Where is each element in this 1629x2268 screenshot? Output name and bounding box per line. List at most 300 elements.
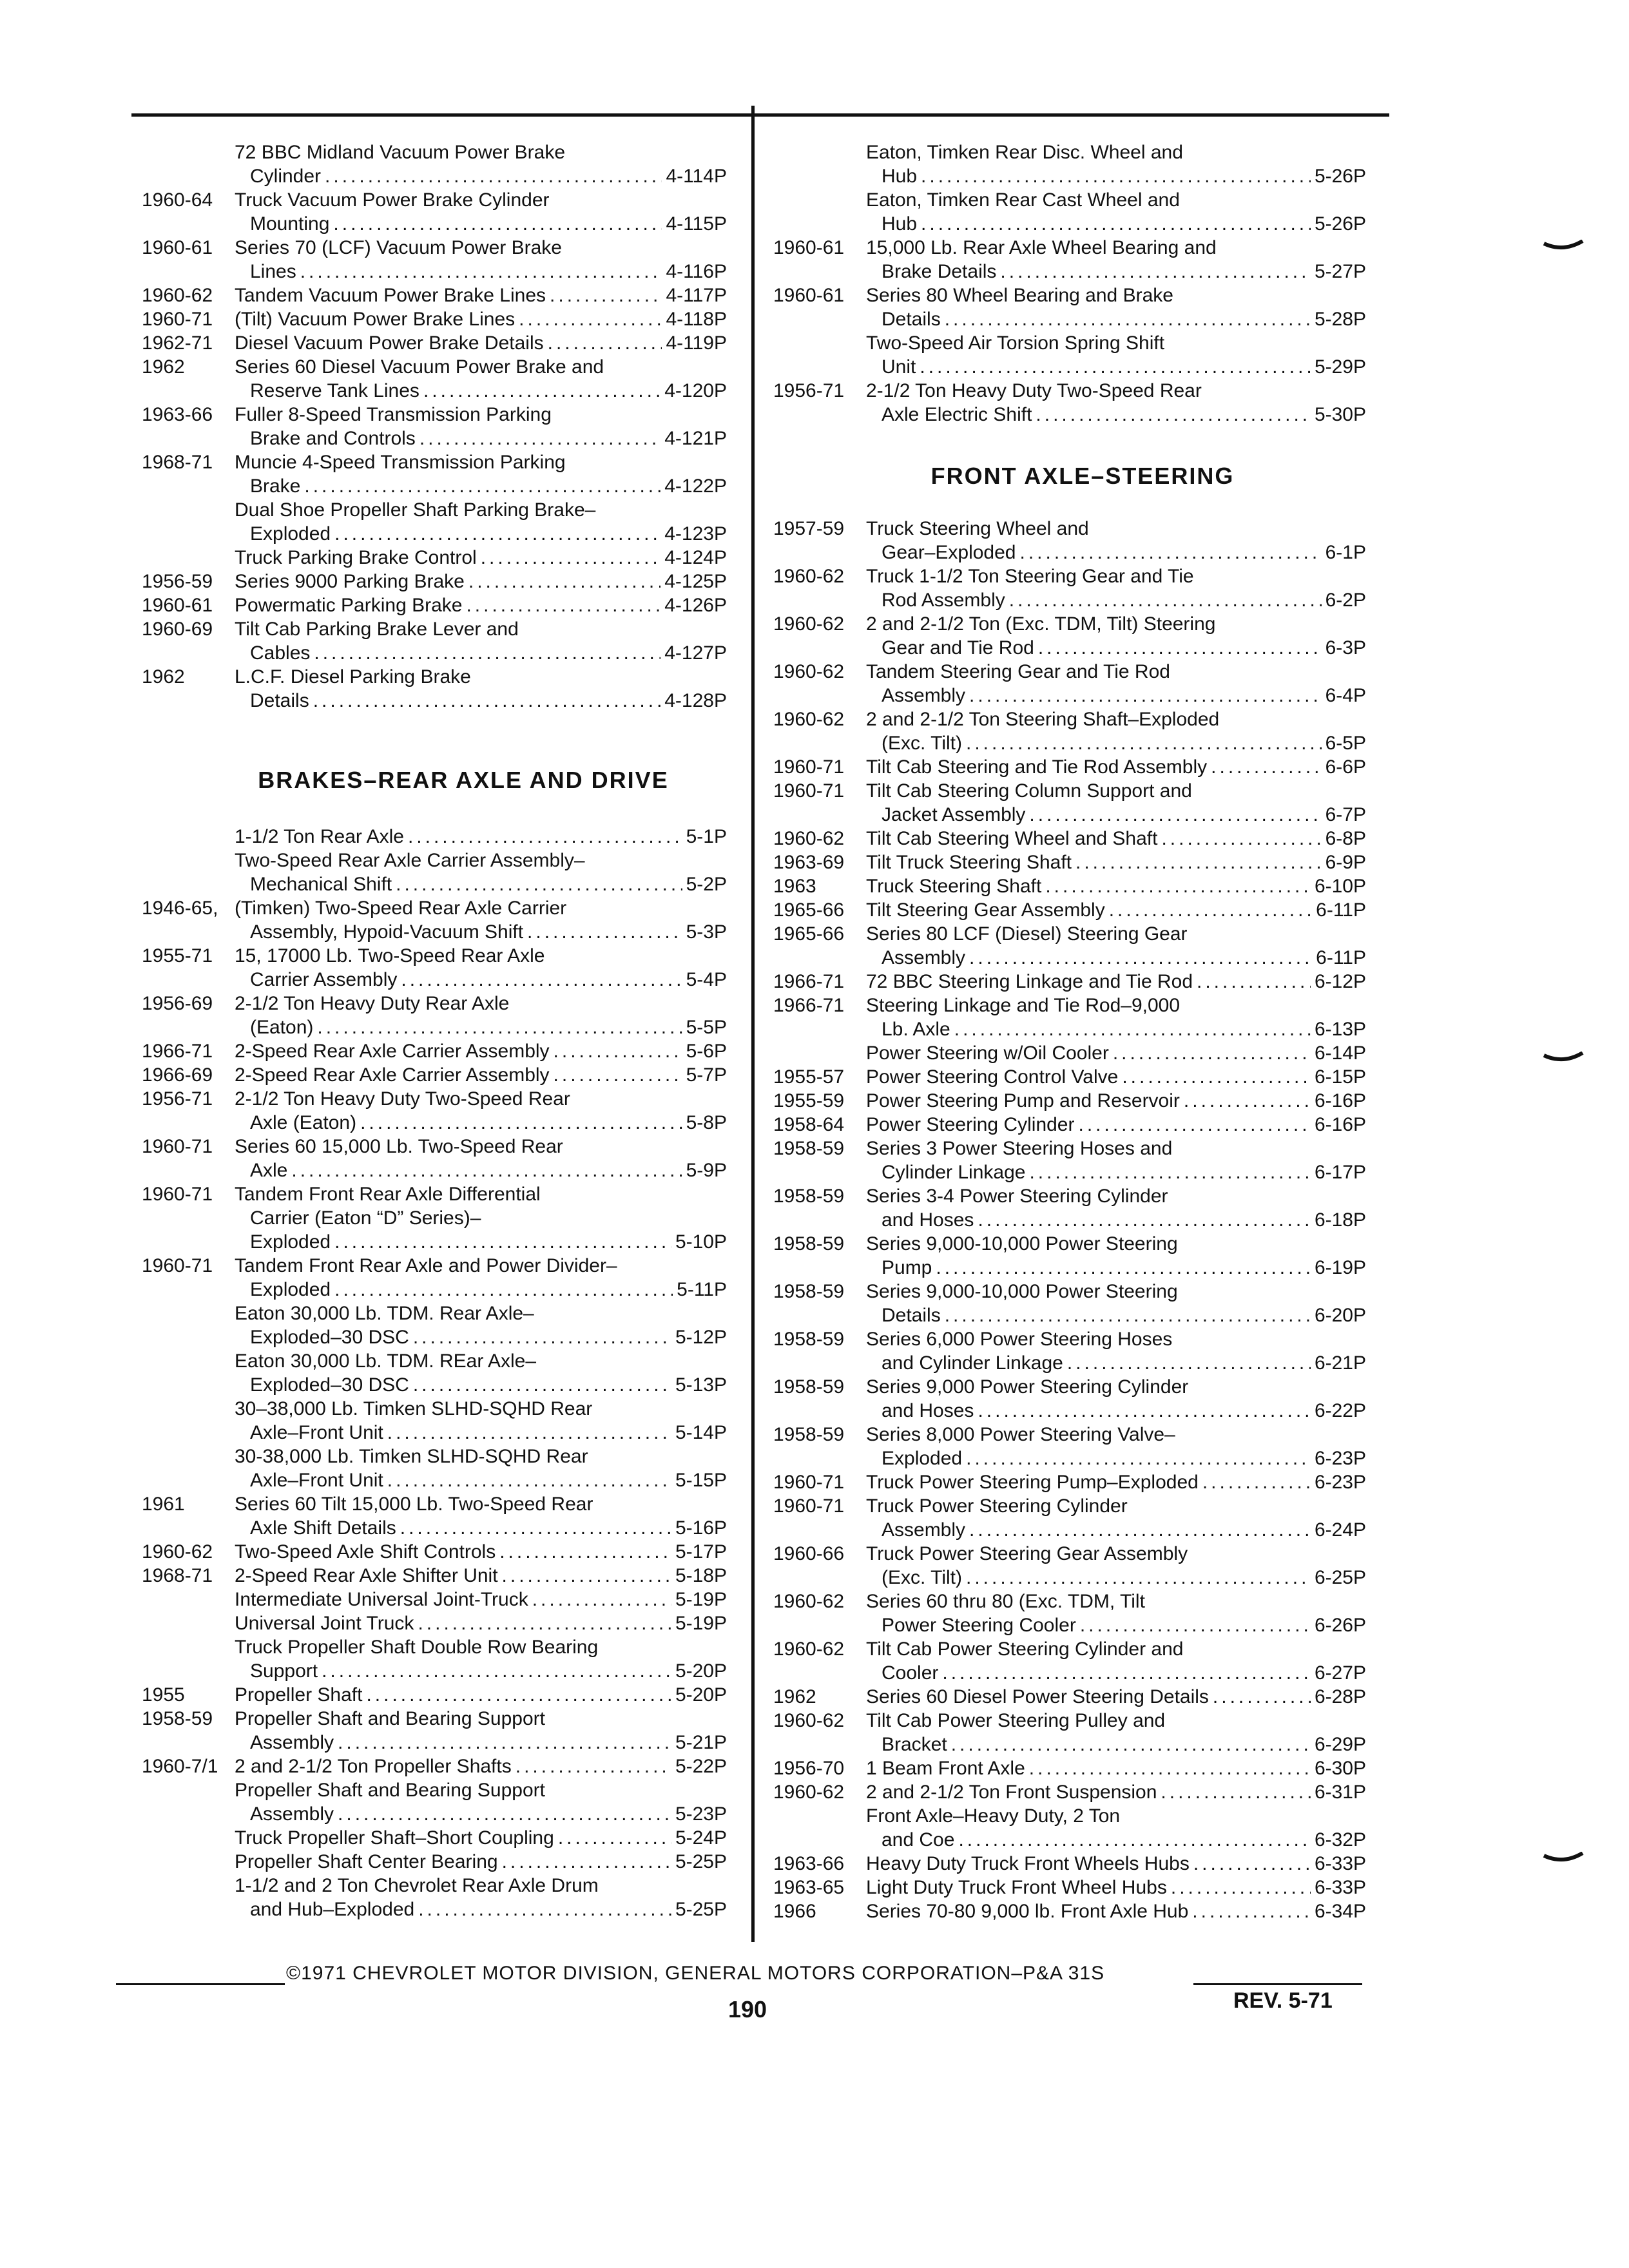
entry-title: Lb. Axle: [882, 1019, 950, 1040]
entry-last-line: [235, 825, 727, 849]
index-entry: [773, 284, 1366, 331]
entry-title: Power Steering Cylinder: [866, 1114, 1075, 1135]
dot-leader: [466, 593, 660, 617]
entry-page-ref: 5-14P: [675, 1422, 727, 1443]
entry-page-ref: 4-124P: [664, 547, 727, 568]
entry-year: 1965-66: [773, 923, 845, 945]
entry-title: Carrier Assembly: [250, 969, 398, 990]
entry-year: 1960-71: [142, 1184, 213, 1205]
index-entry: [142, 355, 727, 403]
dot-leader: [1193, 1852, 1311, 1876]
entry-body: [866, 1375, 1366, 1423]
entry-page-ref: 6-15P: [1314, 1066, 1366, 1088]
index-entry: [773, 1327, 1366, 1375]
index-entry: [773, 1089, 1366, 1113]
entry-body: [866, 970, 1366, 994]
entry-page-ref: 5-6P: [686, 1041, 727, 1062]
entry-page-ref: 5-22P: [675, 1756, 727, 1777]
index-entry: [142, 1635, 727, 1683]
entry-title: Mechanical Shift: [250, 874, 392, 895]
entry-body: [235, 498, 727, 546]
entry-line: 1-1/2 and 2 Ton Chevrolet Rear Axle Drum: [235, 1875, 599, 1896]
entry-title: and Hoses: [882, 1209, 974, 1231]
entry-year: 1963-66: [142, 404, 213, 425]
dot-leader: [1075, 850, 1322, 874]
entry-last-line: [866, 307, 1366, 331]
entry-page-ref: 4-119P: [666, 332, 727, 354]
entry-last-line: [866, 803, 1366, 827]
entry-body: [235, 1588, 727, 1611]
entry-last-line: [866, 1017, 1366, 1041]
dot-leader: [951, 1733, 1311, 1756]
entry-page-ref: 4-125P: [664, 571, 727, 592]
entry-page-ref: 6-16P: [1314, 1090, 1366, 1111]
entry-body: [235, 450, 727, 498]
entry-line: (Timken) Two-Speed Rear Axle Carrier: [235, 898, 567, 919]
dot-leader: [942, 1661, 1311, 1685]
entry-page-ref: 6-7P: [1325, 804, 1366, 825]
entry-page-ref: 6-33P: [1314, 1877, 1366, 1898]
entry-title: Hub: [882, 213, 918, 235]
entry-body: [235, 1302, 727, 1349]
entry-page-ref: 5-5P: [686, 1017, 727, 1038]
dot-leader: [548, 331, 662, 355]
index-entry: [773, 707, 1366, 755]
entry-page-ref: 5-15P: [675, 1470, 727, 1491]
entry-title: Power Steering Control Valve: [866, 1066, 1119, 1088]
entry-title: Assembly: [250, 1803, 334, 1825]
entry-year: 1960-61: [773, 237, 845, 258]
index-entry: [773, 1375, 1366, 1423]
dot-leader: [304, 474, 660, 498]
entry-page-ref: 5-8P: [686, 1112, 727, 1133]
entry-title: and Hoses: [882, 1400, 974, 1421]
entry-page-ref: 6-10P: [1314, 876, 1366, 897]
entry-last-line: [235, 1898, 727, 1921]
dot-leader: [969, 946, 1312, 970]
entry-title: Assembly: [882, 947, 966, 968]
entry-title: 2-Speed Rear Axle Carrier Assembly: [235, 1041, 550, 1062]
entry-title: and Hub–Exploded: [250, 1899, 415, 1920]
entry-last-line: [235, 1802, 727, 1826]
right-entries-after: [773, 517, 1366, 1923]
index-entry: [142, 1826, 727, 1850]
entry-title: Tilt Steering Gear Assembly: [866, 899, 1105, 921]
dot-leader: [1029, 1756, 1311, 1780]
dot-leader: [338, 1802, 671, 1826]
entry-last-line: [235, 284, 727, 307]
entry-page-ref: 5-30P: [1314, 404, 1366, 425]
entry-last-line: [866, 1160, 1366, 1184]
entry-title: Cylinder Linkage: [882, 1162, 1026, 1183]
entry-last-line: [866, 1518, 1366, 1542]
entry-line: Tandem Steering Gear and Tie Rod: [866, 661, 1170, 682]
entry-body: [235, 1850, 727, 1874]
entry-body: [866, 564, 1366, 612]
entry-line: 30–38,000 Lb. Timken SLHD-SQHD Rear: [235, 1398, 593, 1419]
entry-page-ref: 5-26P: [1314, 213, 1366, 235]
entry-body: [866, 1280, 1366, 1327]
index-entry: [773, 564, 1366, 612]
entry-body: [235, 1611, 727, 1635]
index-entry: [142, 331, 727, 355]
entry-last-line: [866, 970, 1366, 994]
dot-leader: [966, 731, 1322, 755]
index-entry: [773, 1494, 1366, 1542]
entry-body: [235, 1564, 727, 1588]
entry-body: [235, 825, 727, 849]
section-title-front-axle-steering: FRONT AXLE–STEERING: [930, 463, 1235, 489]
entry-title: Universal Joint Truck: [235, 1613, 414, 1634]
entry-page-ref: 5-3P: [686, 921, 727, 943]
entry-year: 1960-62: [773, 566, 845, 587]
dot-leader: [921, 164, 1311, 188]
entry-year: 1960-7/1: [142, 1756, 218, 1777]
entry-body: [866, 379, 1366, 427]
dot-leader: [413, 1373, 671, 1397]
entry-line: Truck 1-1/2 Ton Steering Gear and Tie: [866, 566, 1194, 587]
dot-leader: [936, 1256, 1311, 1280]
entry-title: Lines: [250, 261, 296, 282]
entry-title: Heavy Duty Truck Front Wheels Hubs: [866, 1853, 1190, 1874]
dot-leader: [401, 968, 682, 992]
entry-last-line: [235, 1468, 727, 1492]
entry-line: Series 60 thru 80 (Exc. TDM, Tilt: [866, 1591, 1145, 1612]
dot-leader: [978, 1399, 1311, 1423]
entry-year: 1960-62: [773, 709, 845, 730]
entry-body: [235, 1182, 727, 1254]
entry-last-line: [235, 1063, 727, 1087]
entry-last-line: [866, 1566, 1366, 1590]
dot-leader: [945, 307, 1311, 331]
entry-page-ref: 6-27P: [1314, 1662, 1366, 1684]
entry-page-ref: 6-23P: [1314, 1448, 1366, 1469]
entry-line: Carrier (Eaton “D” Series)–: [250, 1207, 481, 1229]
index-entry: [773, 874, 1366, 898]
entry-title: Assembly: [882, 1519, 966, 1541]
entry-last-line: [235, 1158, 727, 1182]
footer-rule-left: [116, 1983, 285, 1985]
index-entry: [142, 944, 727, 992]
entry-page-ref: 4-118P: [666, 309, 727, 330]
entry-line: Eaton, Timken Rear Disc. Wheel and: [866, 142, 1183, 163]
entry-line: Tandem Front Rear Axle Differential: [235, 1184, 541, 1205]
entry-year: 1966-69: [142, 1064, 213, 1086]
entry-line: Series 70 (LCF) Vacuum Power Brake: [235, 237, 562, 258]
dot-leader: [1192, 1899, 1311, 1923]
entry-body: [866, 517, 1366, 564]
entry-body: [235, 896, 727, 944]
entry-last-line: [866, 898, 1366, 922]
index-entry: [773, 898, 1366, 922]
entry-title: Assembly: [882, 685, 966, 706]
entry-last-line: [235, 570, 727, 593]
entry-title: 2 and 2-1/2 Ton Front Suspension: [866, 1782, 1157, 1803]
index-entry: [142, 498, 727, 546]
entry-year: 1946-65,: [142, 898, 218, 919]
entry-page-ref: 6-26P: [1314, 1615, 1366, 1636]
entry-page-ref: 5-17P: [675, 1541, 727, 1562]
entry-title: Series 60 Diesel Power Steering Details: [866, 1686, 1209, 1707]
entry-body: [866, 1590, 1366, 1637]
index-entry: [773, 827, 1366, 850]
entry-last-line: [235, 1111, 727, 1135]
index-entry: [142, 1874, 727, 1921]
entry-page-ref: 4-120P: [664, 380, 727, 401]
entry-year: 1960-69: [142, 619, 213, 640]
entry-last-line: [235, 427, 727, 450]
entry-year: 1966-71: [773, 995, 845, 1016]
entry-body: [235, 1778, 727, 1826]
entry-title: Details: [882, 309, 941, 330]
index-entry: [142, 1039, 727, 1063]
index-entry: [773, 1137, 1366, 1184]
dot-leader: [1211, 755, 1321, 779]
entry-year: 1966: [773, 1901, 816, 1922]
dot-leader: [1036, 403, 1311, 427]
entry-title: 72 BBC Steering Linkage and Tie Rod: [866, 971, 1193, 992]
entry-title: Power Steering Cooler: [882, 1615, 1076, 1636]
entry-year: 1966-71: [773, 971, 845, 992]
index-entry: [142, 1850, 727, 1874]
dot-leader: [966, 1566, 1311, 1590]
dot-leader: [945, 1303, 1311, 1327]
entry-page-ref: 6-24P: [1314, 1519, 1366, 1541]
entry-title: Brake and Controls: [250, 428, 416, 449]
entry-line: Tandem Front Rear Axle and Power Divider–: [235, 1255, 617, 1276]
dot-leader: [413, 1325, 671, 1349]
entry-line: Eaton, Timken Rear Cast Wheel and: [866, 189, 1180, 211]
dot-leader: [1122, 1065, 1311, 1089]
entry-title: Exploded: [250, 1231, 331, 1253]
entry-last-line: [235, 1230, 727, 1254]
entry-line: Series 3-4 Power Steering Cylinder: [866, 1186, 1168, 1207]
dot-leader: [291, 1158, 682, 1182]
entry-last-line: [235, 1039, 727, 1063]
entry-body: [235, 570, 727, 593]
dot-leader: [387, 1421, 671, 1445]
entry-title: (Exc. Tilt): [882, 1567, 962, 1588]
entry-title: (Eaton): [250, 1017, 314, 1038]
entry-last-line: [866, 827, 1366, 850]
index-entry: [773, 1113, 1366, 1137]
entry-page-ref: 5-18P: [675, 1565, 727, 1586]
entry-page-ref: 5-1P: [686, 826, 727, 847]
entry-page-ref: 5-20P: [675, 1660, 727, 1682]
entry-year: 1958-59: [142, 1708, 213, 1729]
entry-line: Series 3 Power Steering Hoses and: [866, 1138, 1173, 1159]
entry-page-ref: 6-1P: [1325, 542, 1366, 563]
entry-year: 1960-62: [773, 1591, 845, 1612]
entry-title: Brake: [250, 476, 301, 497]
entry-body: [235, 546, 727, 570]
dot-leader: [1009, 588, 1322, 612]
entry-page-ref: 6-8P: [1325, 828, 1366, 849]
entry-year: 1963: [773, 876, 816, 897]
entry-line: 2-1/2 Ton Heavy Duty Two-Speed Rear: [866, 380, 1202, 401]
entry-title: Truck Parking Brake Control: [235, 547, 477, 568]
right-column: [773, 140, 1366, 1923]
entry-body: [235, 1754, 727, 1778]
entry-title: 1 Beam Front Axle: [866, 1758, 1025, 1779]
entry-page-ref: 6-3P: [1325, 637, 1366, 658]
entry-year: 1958-64: [773, 1114, 845, 1135]
entry-line: Series 60 Diesel Vacuum Power Brake and: [235, 356, 604, 378]
entry-body: [235, 188, 727, 236]
dot-leader: [527, 920, 682, 944]
entry-page-ref: 6-18P: [1314, 1209, 1366, 1231]
entry-last-line: [235, 1015, 727, 1039]
entry-page-ref: 6-11P: [1316, 899, 1366, 921]
index-entry: [142, 1492, 727, 1540]
index-entry: [773, 188, 1366, 236]
index-entry: [142, 849, 727, 896]
index-entry: [773, 517, 1366, 564]
entry-year: 1963-66: [773, 1853, 845, 1874]
entry-title: Truck Steering Shaft: [866, 876, 1042, 897]
index-entry: [142, 825, 727, 849]
entry-body: [235, 140, 727, 188]
entry-year: 1966-71: [142, 1041, 213, 1062]
left-column: [142, 140, 727, 1921]
entry-year: 1958-59: [773, 1233, 845, 1254]
entry-line: Two-Speed Rear Axle Carrier Assembly–: [235, 850, 585, 871]
entry-title: Axle: [250, 1160, 288, 1181]
entry-page-ref: 5-10P: [675, 1231, 727, 1253]
dot-leader: [1080, 1613, 1311, 1637]
entry-page-ref: 5-19P: [675, 1613, 727, 1634]
entry-title: Axle Shift Details: [250, 1517, 396, 1539]
entry-last-line: [235, 689, 727, 713]
dot-leader: [502, 1564, 671, 1588]
entry-body: [866, 1041, 1366, 1065]
entry-last-line: [866, 1351, 1366, 1375]
dot-leader: [558, 1826, 671, 1850]
entry-title: Exploded: [882, 1448, 963, 1469]
entry-last-line: [235, 1826, 727, 1850]
entry-year: 1955-59: [773, 1090, 845, 1111]
entry-last-line: [235, 546, 727, 570]
index-entry: [142, 188, 727, 236]
entry-year: 1968-71: [142, 452, 213, 473]
dot-leader: [334, 522, 660, 546]
entry-body: [235, 1135, 727, 1182]
dot-leader: [1161, 827, 1321, 850]
entry-body: [866, 284, 1366, 331]
entry-year: 1961: [142, 1494, 185, 1515]
entry-last-line: [866, 1828, 1366, 1852]
entry-last-line: [235, 164, 727, 188]
index-entry: [773, 779, 1366, 827]
entry-last-line: [235, 260, 727, 284]
entry-title: Tilt Cab Steering and Tie Rod Assembly: [866, 756, 1208, 778]
entry-title: Rod Assembly: [882, 590, 1005, 611]
entry-last-line: [866, 1876, 1366, 1899]
entry-page-ref: 5-19P: [675, 1589, 727, 1610]
dot-leader: [978, 1208, 1311, 1232]
dot-leader: [481, 546, 661, 570]
index-entry: [142, 1349, 727, 1397]
index-entry: [142, 992, 727, 1039]
entry-line: Series 9,000-10,000 Power Steering: [866, 1281, 1178, 1302]
margin-punch-mark: [1543, 240, 1584, 254]
entry-year: 1958-59: [773, 1329, 845, 1350]
index-entry: [773, 1876, 1366, 1899]
margin-punch-mark: [1543, 1052, 1584, 1066]
dot-leader: [502, 1850, 671, 1874]
dot-leader: [1171, 1876, 1311, 1899]
entry-line: 15,000 Lb. Rear Axle Wheel Bearing and: [866, 237, 1217, 258]
section-title-brakes-rear-axle: BRAKES–REAR AXLE AND DRIVE: [258, 767, 669, 793]
entry-page-ref: 4-121P: [664, 428, 727, 449]
dot-leader: [921, 212, 1311, 236]
index-entry: [142, 1302, 727, 1349]
entry-last-line: [235, 1659, 727, 1683]
entry-last-line: [866, 1756, 1366, 1780]
entry-last-line: [866, 1089, 1366, 1113]
dot-leader: [1078, 1113, 1310, 1137]
entry-title: Mounting: [250, 213, 330, 235]
entry-year: 1956-71: [773, 380, 845, 401]
entry-line: 2-1/2 Ton Heavy Duty Two-Speed Rear: [235, 1088, 570, 1110]
entry-body: [235, 944, 727, 992]
footer-copyright: ©1971 CHEVROLET MOTOR DIVISION, GENERAL MOTORS CORPORATION–P&A 31S: [286, 1963, 1105, 1984]
entry-line: Series 9,000 Power Steering Cylinder: [866, 1376, 1189, 1398]
entry-last-line: [866, 212, 1366, 236]
entry-last-line: [866, 1470, 1366, 1494]
entry-last-line: [235, 1731, 727, 1754]
entry-body: [235, 1063, 727, 1087]
index-entry: [142, 593, 727, 617]
entry-page-ref: 5-13P: [675, 1374, 727, 1396]
entry-last-line: [235, 1325, 727, 1349]
index-entry: [142, 1063, 727, 1087]
entry-line: Tilt Cab Parking Brake Lever and: [235, 619, 519, 640]
dot-leader: [400, 1516, 671, 1540]
entry-body: [866, 1470, 1366, 1494]
entry-body: [866, 331, 1366, 379]
entry-page-ref: 5-16P: [675, 1517, 727, 1539]
entry-last-line: [235, 1421, 727, 1445]
entry-body: [235, 284, 727, 307]
dot-leader: [516, 1754, 671, 1778]
dot-leader: [966, 1446, 1311, 1470]
dot-leader: [325, 164, 662, 188]
entry-title: Bracket: [882, 1734, 947, 1755]
entry-title: Support: [250, 1660, 318, 1682]
entry-title: Cables: [250, 642, 311, 664]
index-entry: [773, 379, 1366, 427]
entry-page-ref: 4-116P: [666, 261, 727, 282]
dot-leader: [920, 355, 1311, 379]
entry-year: 1955-57: [773, 1066, 845, 1088]
entry-title: Power Steering Pump and Reservoir: [866, 1090, 1180, 1111]
entry-title: Axle Electric Shift: [882, 404, 1032, 425]
entry-line: Truck Propeller Shaft Double Row Bearing: [235, 1637, 599, 1658]
dot-leader: [519, 307, 662, 331]
index-entry: [773, 1852, 1366, 1876]
entry-year: 1960-62: [773, 661, 845, 682]
entry-page-ref: 5-29P: [1314, 356, 1366, 378]
entry-last-line: [235, 1683, 727, 1707]
index-entry: [142, 403, 727, 450]
dot-leader: [954, 1017, 1311, 1041]
page-number: 190: [728, 1996, 767, 2023]
entry-title: Exploded–30 DSC: [250, 1327, 409, 1348]
entry-body: [235, 617, 727, 665]
index-entry: [142, 1611, 727, 1635]
entry-year: 1960-62: [142, 285, 213, 306]
